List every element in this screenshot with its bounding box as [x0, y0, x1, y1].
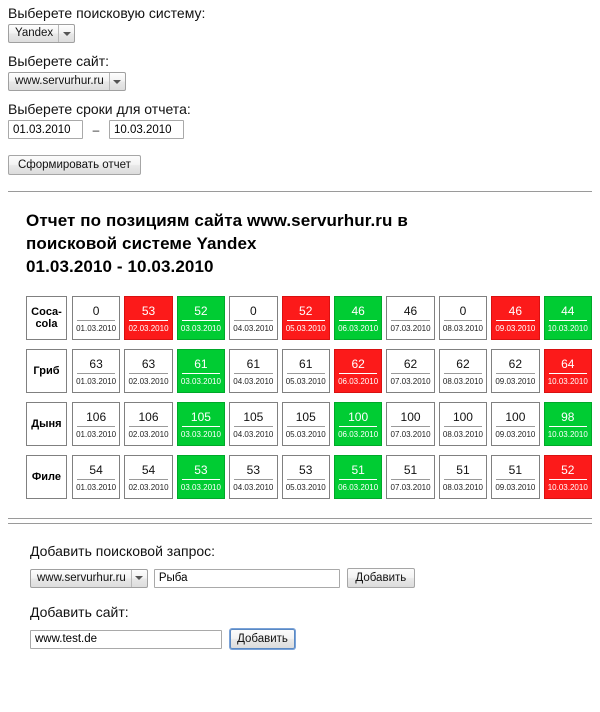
- position-cell: [72, 455, 120, 499]
- position-cell: [72, 296, 120, 340]
- keyword-cell: Филе: [26, 455, 67, 499]
- position-date: 09.03.2010: [495, 376, 536, 386]
- position-cell: [439, 455, 487, 499]
- position-date: 04.03.2010: [233, 429, 274, 439]
- position-date: 05.03.2010: [285, 376, 326, 386]
- position-value: 51: [391, 462, 429, 480]
- position-date: 02.03.2010: [128, 323, 169, 333]
- position-cell: [282, 455, 330, 499]
- position-date: 10.03.2010: [547, 376, 588, 386]
- position-value: 100: [496, 409, 534, 427]
- position-cell: [229, 349, 277, 393]
- position-value: 105: [234, 409, 272, 427]
- position-value: 52: [182, 303, 220, 321]
- position-date: 08.03.2010: [442, 323, 483, 333]
- date-range-separator: –: [92, 122, 100, 137]
- position-value: 100: [444, 409, 482, 427]
- add-site-row: [30, 629, 592, 649]
- position-value: 53: [129, 303, 167, 321]
- position-date: 09.03.2010: [495, 482, 536, 492]
- position-date: 04.03.2010: [233, 323, 274, 333]
- position-date: 05.03.2010: [285, 323, 326, 333]
- position-value: 53: [182, 462, 220, 480]
- position-cell: [177, 402, 225, 446]
- generate-report-button[interactable]: Сформировать отчет: [8, 155, 141, 175]
- position-value: 64: [549, 356, 587, 374]
- position-cell: [491, 455, 539, 499]
- position-cell: [72, 349, 120, 393]
- position-date: 09.03.2010: [495, 429, 536, 439]
- report-title-line-1: Отчет по позициям сайта www.servurhur.ru в: [26, 211, 408, 230]
- position-cell: [124, 402, 172, 446]
- position-date: 06.03.2010: [338, 376, 379, 386]
- position-value: 51: [339, 462, 377, 480]
- position-value: 61: [234, 356, 272, 374]
- table-row: [26, 455, 592, 499]
- position-cell: [282, 402, 330, 446]
- position-date: 07.03.2010: [390, 323, 431, 333]
- position-cell: [491, 296, 539, 340]
- position-date: 01.03.2010: [76, 376, 117, 386]
- position-cell: [229, 296, 277, 340]
- position-value: 62: [391, 356, 429, 374]
- position-cell: [544, 349, 592, 393]
- position-value: 62: [339, 356, 377, 374]
- position-cell: [334, 455, 382, 499]
- position-date: 02.03.2010: [128, 482, 169, 492]
- position-value: 100: [339, 409, 377, 427]
- position-value: 61: [182, 356, 220, 374]
- position-date: 05.03.2010: [285, 482, 326, 492]
- position-value: 52: [287, 303, 325, 321]
- position-value: 62: [496, 356, 534, 374]
- site-select-value: www.servurhur.ru: [15, 75, 104, 87]
- position-value: 54: [77, 462, 115, 480]
- search-engine-select[interactable]: [8, 24, 75, 43]
- position-value: 106: [77, 409, 115, 427]
- chevron-down-icon: [110, 73, 125, 90]
- position-date: 06.03.2010: [338, 429, 379, 439]
- position-date: 03.03.2010: [180, 376, 221, 386]
- position-date: 07.03.2010: [390, 376, 431, 386]
- position-date: 04.03.2010: [233, 376, 274, 386]
- position-date: 01.03.2010: [76, 323, 117, 333]
- position-date: 01.03.2010: [76, 482, 117, 492]
- position-date: 04.03.2010: [233, 482, 274, 492]
- position-value: 46: [391, 303, 429, 321]
- position-cell: [177, 349, 225, 393]
- add-site-label: Добавить сайт:: [30, 604, 129, 620]
- position-cell: [177, 296, 225, 340]
- position-date: 10.03.2010: [547, 429, 588, 439]
- position-cell: [177, 455, 225, 499]
- position-cell: [439, 296, 487, 340]
- table-row: [26, 402, 592, 446]
- date-range-row: [8, 120, 592, 139]
- position-cell: [334, 349, 382, 393]
- position-value: 51: [444, 462, 482, 480]
- position-cell: [282, 296, 330, 340]
- table-row: [26, 349, 592, 393]
- position-cell: [491, 349, 539, 393]
- position-date: 03.03.2010: [180, 429, 221, 439]
- keyword-cell: Дыня: [26, 402, 67, 446]
- engine-label: Выберете поисковую систему:: [8, 5, 206, 21]
- keyword-cell: Гриб: [26, 349, 67, 393]
- position-cell: [544, 402, 592, 446]
- position-value: 106: [129, 409, 167, 427]
- report-title-line-2: поисковой системе Yandex: [26, 234, 257, 253]
- position-cell: [386, 349, 434, 393]
- position-date: 10.03.2010: [547, 482, 588, 492]
- position-value: 44: [549, 303, 587, 321]
- position-date: 03.03.2010: [180, 323, 221, 333]
- position-value: 46: [496, 303, 534, 321]
- position-cell: [491, 402, 539, 446]
- position-value: 0: [234, 303, 272, 321]
- position-value: 0: [77, 303, 115, 321]
- position-value: 63: [129, 356, 167, 374]
- keyword-cell: Coca-cola: [26, 296, 67, 340]
- add-site-button[interactable]: Добавить: [230, 629, 295, 649]
- position-cell: [334, 296, 382, 340]
- add-query-site-select-value: www.servurhur.ru: [37, 571, 126, 584]
- position-value: 53: [287, 462, 325, 480]
- position-date: 05.03.2010: [285, 429, 326, 439]
- add-query-site-select[interactable]: [30, 569, 148, 588]
- position-value: 54: [129, 462, 167, 480]
- report-params-form: [8, 0, 592, 191]
- position-cell: [124, 455, 172, 499]
- position-cell: [334, 402, 382, 446]
- position-date: 07.03.2010: [390, 482, 431, 492]
- add-site-input[interactable]: [30, 630, 222, 649]
- position-value: 100: [391, 409, 429, 427]
- position-cell: [386, 402, 434, 446]
- position-date: 03.03.2010: [180, 482, 221, 492]
- position-date: 06.03.2010: [338, 323, 379, 333]
- position-cell: [229, 402, 277, 446]
- date-to-input[interactable]: [109, 120, 184, 139]
- site-label: Выберете сайт:: [8, 53, 109, 69]
- position-value: 98: [549, 409, 587, 427]
- search-engine-select-value: Yandex: [15, 27, 54, 39]
- position-date: 10.03.2010: [547, 323, 588, 333]
- position-value: 52: [549, 462, 587, 480]
- add-query-row: [30, 568, 592, 588]
- position-value: 53: [234, 462, 272, 480]
- position-date: 09.03.2010: [495, 323, 536, 333]
- add-query-label: Добавить поисковой запрос:: [30, 543, 216, 559]
- position-value: 105: [182, 409, 220, 427]
- position-value: 46: [339, 303, 377, 321]
- position-date: 02.03.2010: [128, 376, 169, 386]
- position-date: 02.03.2010: [128, 429, 169, 439]
- position-cell: [229, 455, 277, 499]
- chevron-down-icon: [132, 570, 147, 587]
- position-value: 63: [77, 356, 115, 374]
- chevron-down-icon: [59, 25, 74, 42]
- position-cell: [544, 296, 592, 340]
- position-date: 01.03.2010: [76, 429, 117, 439]
- report-header: [8, 193, 592, 278]
- position-date: 07.03.2010: [390, 429, 431, 439]
- position-value: 61: [287, 356, 325, 374]
- position-date: 08.03.2010: [442, 482, 483, 492]
- positions-table: [26, 296, 592, 499]
- position-cell: [124, 296, 172, 340]
- position-value: 51: [496, 462, 534, 480]
- date-range-label: Выберете сроки для отчета:: [8, 101, 191, 117]
- add-entities-form: [8, 525, 592, 649]
- position-value: 105: [287, 409, 325, 427]
- position-cell: [386, 296, 434, 340]
- position-value: 0: [444, 303, 482, 321]
- position-cell: [124, 349, 172, 393]
- table-row: [26, 296, 592, 340]
- add-query-button[interactable]: Добавить: [347, 568, 415, 588]
- position-date: 08.03.2010: [442, 429, 483, 439]
- position-cell: [544, 455, 592, 499]
- position-cell: [386, 455, 434, 499]
- position-date: 08.03.2010: [442, 376, 483, 386]
- position-cell: [282, 349, 330, 393]
- add-query-input[interactable]: [154, 569, 340, 588]
- position-cell: [439, 349, 487, 393]
- position-cell: [439, 402, 487, 446]
- site-select[interactable]: [8, 72, 126, 91]
- date-from-input[interactable]: [8, 120, 83, 139]
- position-date: 06.03.2010: [338, 482, 379, 492]
- report-title-line-3: 01.03.2010 - 10.03.2010: [26, 257, 214, 276]
- position-cell: [72, 402, 120, 446]
- position-value: 62: [444, 356, 482, 374]
